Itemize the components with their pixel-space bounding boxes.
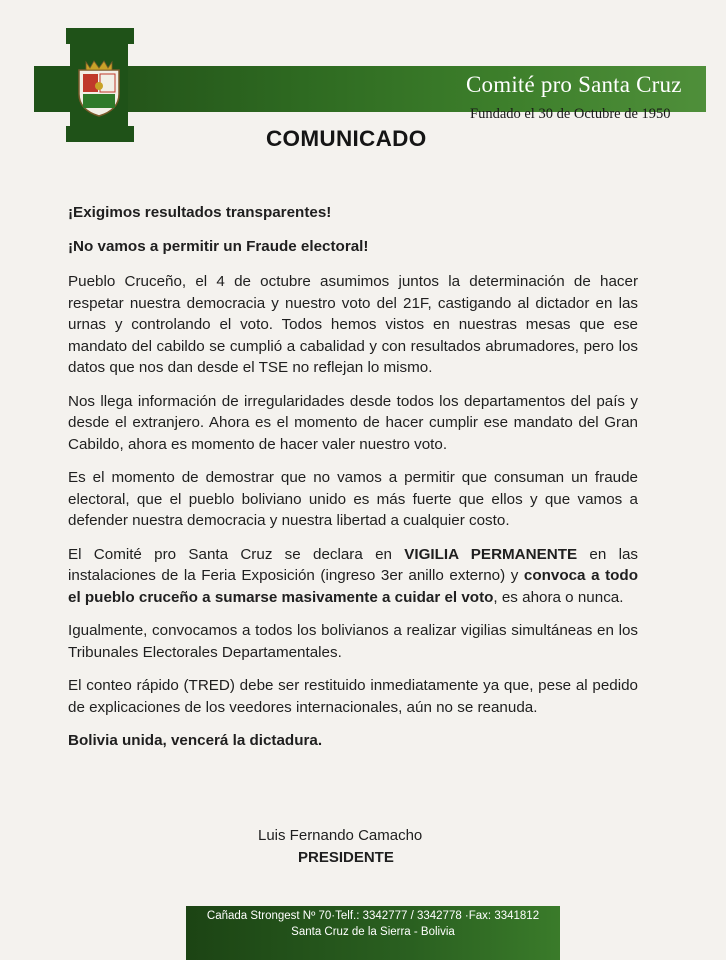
headline-transparency: ¡Exigimos resultados transparentes! xyxy=(68,204,332,221)
paragraph-irregularities: Nos llega información de irregularidades desde todos los departamentos del país y desde el extranjero. Ahora es el momento de hacer cumplir ese mandato del Gran Cabildo, ahora es momento de hacer valer nuestro voto. xyxy=(68,392,638,453)
signatory-name: Luis Fernando Camacho xyxy=(258,827,423,844)
footer-address-phone: Cañada Strongest Nº 70·Telf.: 3342777 / 3342778 ·Fax: 3341812 xyxy=(206,910,540,922)
founded-date: Fundado el 30 de Octubre de 1950 xyxy=(470,106,671,122)
footer-city: Santa Cruz de la Sierra - Bolivia xyxy=(291,926,455,938)
headline-fraud: ¡No vamos a permitir un Fraude electoral! xyxy=(68,237,369,255)
coat-of-arms-icon xyxy=(74,58,124,118)
signatory-role: PRESIDENTE xyxy=(298,849,394,866)
organization-name: Comité pro Santa Cruz xyxy=(466,72,682,97)
signature-block xyxy=(258,825,478,869)
footer-contact-band xyxy=(186,906,560,960)
document-title: COMUNICADO xyxy=(266,126,427,151)
logo-cross-arm xyxy=(34,66,70,112)
logo-cross-top-bar xyxy=(66,28,134,44)
vigil-highlight: VIGILIA PERMANENTE xyxy=(404,545,578,563)
paragraph-quick-count: El conteo rápido (TRED) debe ser restituido inmediatamente ya que, pese al pedido de explicaciones de los veedores internacionales, aún no se reanuda. xyxy=(68,677,638,716)
paragraph-vigil xyxy=(68,544,638,609)
logo-cross-bottom-bar xyxy=(66,126,134,142)
paragraph-simultaneous-vigils: Igualmente, convocamos a todos los bolivianos a realizar vigilias simultáneas en los Tribunales Electorales Departamentales. xyxy=(68,622,638,661)
vigil-text-c: en las instalaciones de la Feria Exposición (ingreso 3er anillo externo) y xyxy=(68,545,638,584)
closing-slogan: Bolivia unida, vencerá la dictadura. xyxy=(68,732,323,749)
paragraph-demonstrate: Es el momento de demostrar que no vamos a permitir que consuman un fraude electoral, que el pueblo boliviano unido es más fuerte que ellos y que vamos a defender nuestra democracia y nuestra libertad a cualquier costo. xyxy=(68,469,638,529)
vigil-text-e: , es ahora o nunca. xyxy=(493,588,624,606)
communique-body xyxy=(68,202,638,764)
vigil-call-to-action: convoca a todo el pueblo cruceño a sumarse masivamente a cuidar el voto xyxy=(68,567,638,606)
paragraph-cruceno: Pueblo Cruceño, el 4 de octubre asumimos juntos la determinación de hacer respetar nuestra democracia y nuestro voto del 21F, castigando al dictador en las urnas y controlando el voto. Todos hemos vistos en nuestras mesas que ese mandato del cabildo se cumplió a cabalidad y con resultados abrumadores, pero los datos que nos dan desde el TSE no reflejan lo mismo. xyxy=(68,273,638,376)
vigil-text-a: El Comité pro Santa Cruz se declara en xyxy=(68,545,405,563)
